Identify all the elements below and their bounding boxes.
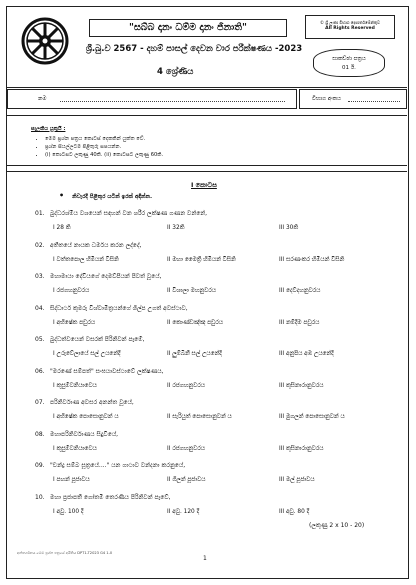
footer-note: අන්තර්ගතය මෙම ප්‍රශ්න පත්‍රයේ අයිතිය DPT1-T2023 G4 1-0 <box>17 551 113 555</box>
answer-option[interactable]: II සැරියුත් පොසොනුවන් ය <box>167 414 232 420</box>
answer-option[interactable]: III අනුපිය අඹ උයනේදී <box>279 351 334 357</box>
divider <box>7 171 407 172</box>
answer-option[interactable]: III කුසිනාරානුවරය <box>279 445 324 452</box>
answer-option[interactable]: III කුසිනාරානුවරය <box>279 382 324 389</box>
answer-options <box>35 320 405 330</box>
question-text: මහාපරිනිර්වාණය සිදුවියේ, <box>50 430 119 438</box>
question-1 <box>35 210 405 235</box>
marks-note: (ලකුණු 2 x 10 - 20) <box>309 522 365 529</box>
answer-options <box>35 509 405 519</box>
answer-option[interactable]: III සරණංකර හිමියන් විසිනි <box>279 256 345 263</box>
name-dotted-line <box>60 101 285 102</box>
question-6 <box>35 368 405 393</box>
question-3 <box>35 273 405 298</box>
instruction-item: • මෙම ප්‍රශ්න පත්‍රය කොටස් දෙකකින් යුක්ත වේ. <box>45 135 163 143</box>
question-stem <box>35 368 405 376</box>
exam-page <box>6 6 409 579</box>
answer-options <box>35 477 405 487</box>
answer-option[interactable]: II විශාලා මහනුවරය <box>167 288 216 294</box>
subject-box <box>313 49 385 77</box>
answer-option[interactable]: I අවු. 100 දී <box>53 508 84 515</box>
section-instruction: • නිවැරදි පිළිතුර යටින් ඉරක් අඳින්න. <box>59 191 153 200</box>
question-8 <box>35 431 405 456</box>
index-label: විභාග අංකය <box>312 96 341 102</box>
exam-title: ශ්‍රී.බු.ව 2567 - දහම් පාසල් දෙවන වාර පරීක්ෂණය -2023 <box>85 44 303 54</box>
question-text: "මරණේ සම්පත්" සංඝයාවස්ථාවේ ලක්ෂණය, <box>50 367 164 375</box>
answer-option[interactable]: I කුසුම්වනියාවෙය <box>53 445 97 452</box>
dharma-wheel-icon <box>21 17 69 65</box>
answer-option[interactable]: II ගිලන් පූජාවය <box>167 477 206 483</box>
answer-option[interactable]: II ලුම්බිනී සල් උයනේදී <box>167 351 222 357</box>
question-stem <box>35 242 405 250</box>
answer-option[interactable]: I කුසුම්වනියාවෙය <box>53 382 97 389</box>
instruction-item: • ප්‍රශ්න සියල්ලටම පිළිතුරු සපයන්න. <box>45 143 163 151</box>
question-number: 07. <box>35 399 45 406</box>
answer-options <box>35 288 405 298</box>
question-text: සිද්ධාර්ථ කුමරු විශ්වාමිත්‍රයන්ගේ ශිල්ප උගත් අවස්ථාව, <box>50 304 188 312</box>
question-text: මහාමායා දේවියගේ දෙමව්පියන් පිවත් වූයේ, <box>50 273 162 280</box>
divider <box>7 165 407 166</box>
question-stem <box>35 399 405 407</box>
answer-option[interactable]: I 28 කි <box>53 225 71 231</box>
question-4 <box>35 305 405 330</box>
answer-options <box>35 351 405 361</box>
question-text: බුද්ධත්වයෙන් වසරක් පිරිනිවන් පෑමේ, <box>50 336 145 343</box>
answer-option[interactable]: I උරුවේලායේ සල් උයනේදී <box>53 351 121 357</box>
answer-option[interactable]: III අවු. 80 දී <box>279 508 310 515</box>
answer-option[interactable]: III 30කි <box>279 225 299 231</box>
exam-motto: "සබ්බ දානං ධම්ම දානං ජිනාති" <box>89 19 287 37</box>
answer-options <box>35 383 405 393</box>
instructions <box>31 125 163 159</box>
answer-option[interactable]: I අභිෂේක පොසොනුවන් ය <box>53 414 119 420</box>
question-number: 01. <box>35 210 45 217</box>
answer-options <box>35 414 405 424</box>
answer-option[interactable]: II කොණ්ඩඤ්ඤ පඩුරය <box>167 319 223 326</box>
question-text: මහා ප්‍රජාපතී ගෝතමී තෙරණිය පිරිනිවන් පෑවේ, <box>50 493 171 501</box>
index-field[interactable] <box>299 89 407 109</box>
question-number: 10. <box>35 493 45 501</box>
question-text: අතීතයේ නායක ධර්මය කරන ලද්දේ, <box>50 241 142 249</box>
question-text: "චන්ද්‍ර සම්බ සූත්‍රයේ...." යන ගාථාව වන්දනා කරනුයේ, <box>50 462 186 469</box>
question-stem <box>35 462 405 470</box>
rights-reserved: All Rights Reserved <box>325 26 375 31</box>
answer-option[interactable]: I රජගහනුවරය <box>53 288 90 294</box>
question-stem <box>35 210 405 218</box>
answer-options <box>35 257 405 267</box>
answer-option[interactable]: II මහා මෛත්‍රී හිමියන් විසිනි <box>167 256 236 263</box>
question-number: 09. <box>35 462 45 469</box>
question-text: බුද්ධරශ්මිය වශයෙන් සඳහන් වන ශරීර ලක්ෂණ ගණන වන්නේ, <box>50 210 208 217</box>
answer-option[interactable]: III දෙව්දහනුවරය <box>279 288 321 294</box>
answer-options <box>35 446 405 456</box>
name-row <box>7 89 407 116</box>
subject-code: 01 ඊ. <box>342 65 356 71</box>
question-stem <box>35 336 405 344</box>
question-number: 03. <box>35 273 45 280</box>
question-number: 02. <box>35 241 45 249</box>
question-2 <box>35 242 405 267</box>
page-number: 1 <box>203 555 207 562</box>
question-stem <box>35 305 405 313</box>
answer-option[interactable]: II රජගහනුවරය <box>167 445 205 452</box>
question-7 <box>35 399 405 424</box>
name-label: නම <box>38 96 47 102</box>
answer-option[interactable]: II රජගහනුවරය <box>167 382 205 389</box>
question-number: 04. <box>35 304 45 312</box>
rights-line: © ශ්‍රී ලංකා විභාග දෙපාර්තමේන්තුව <box>320 20 380 25</box>
question-stem <box>35 494 405 502</box>
exam-grade: 4 ශ්‍රේණිය <box>157 67 194 77</box>
question-stem <box>35 431 405 439</box>
question-number: 05. <box>35 336 45 343</box>
question-number: 08. <box>35 430 45 438</box>
exam-header <box>7 7 407 88</box>
answer-option[interactable]: II අවු. 120 දී <box>167 508 200 515</box>
answer-option[interactable]: III මල් පූජාවය <box>279 477 315 483</box>
question-9 <box>35 462 405 487</box>
answer-options <box>35 225 405 235</box>
section-instruction-text: නිවැරදි පිළිතුර යටින් ඉරක් අඳින්න. <box>72 194 153 200</box>
question-number: 06. <box>35 367 45 375</box>
instructions-title: සැලකිය යුතුයි : <box>31 126 66 132</box>
question-5 <box>35 336 405 361</box>
rights-box <box>305 15 395 39</box>
answer-option[interactable]: I පහන් පූජාවය <box>53 477 90 483</box>
answer-option[interactable]: I වත්තපොල හිමියන් විසිනි <box>53 256 119 263</box>
subject-label: සාකච්ඡා පත්‍රය <box>332 56 366 62</box>
question-text: පරිනිර්වාණ අවසර අනන්ත වූයේ, <box>50 399 134 406</box>
question-10 <box>35 494 405 519</box>
name-field[interactable] <box>7 89 297 109</box>
section-title: I කොටස <box>191 181 217 189</box>
answer-option[interactable]: I අභිෂේක පඩුරය <box>53 319 95 326</box>
instruction-item: • (i) කොටසට ලකුණු 40කි. (ii) කොටසට ලකුණු 60කි. <box>45 151 163 159</box>
answer-option[interactable]: II 32කි <box>167 225 185 231</box>
answer-option[interactable]: III නම්දීම පඩුරය <box>279 319 320 326</box>
question-stem <box>35 273 405 281</box>
answer-option[interactable]: III මුගලන් පොසොනුවන් ය <box>279 414 345 420</box>
index-dotted-line <box>348 101 400 102</box>
